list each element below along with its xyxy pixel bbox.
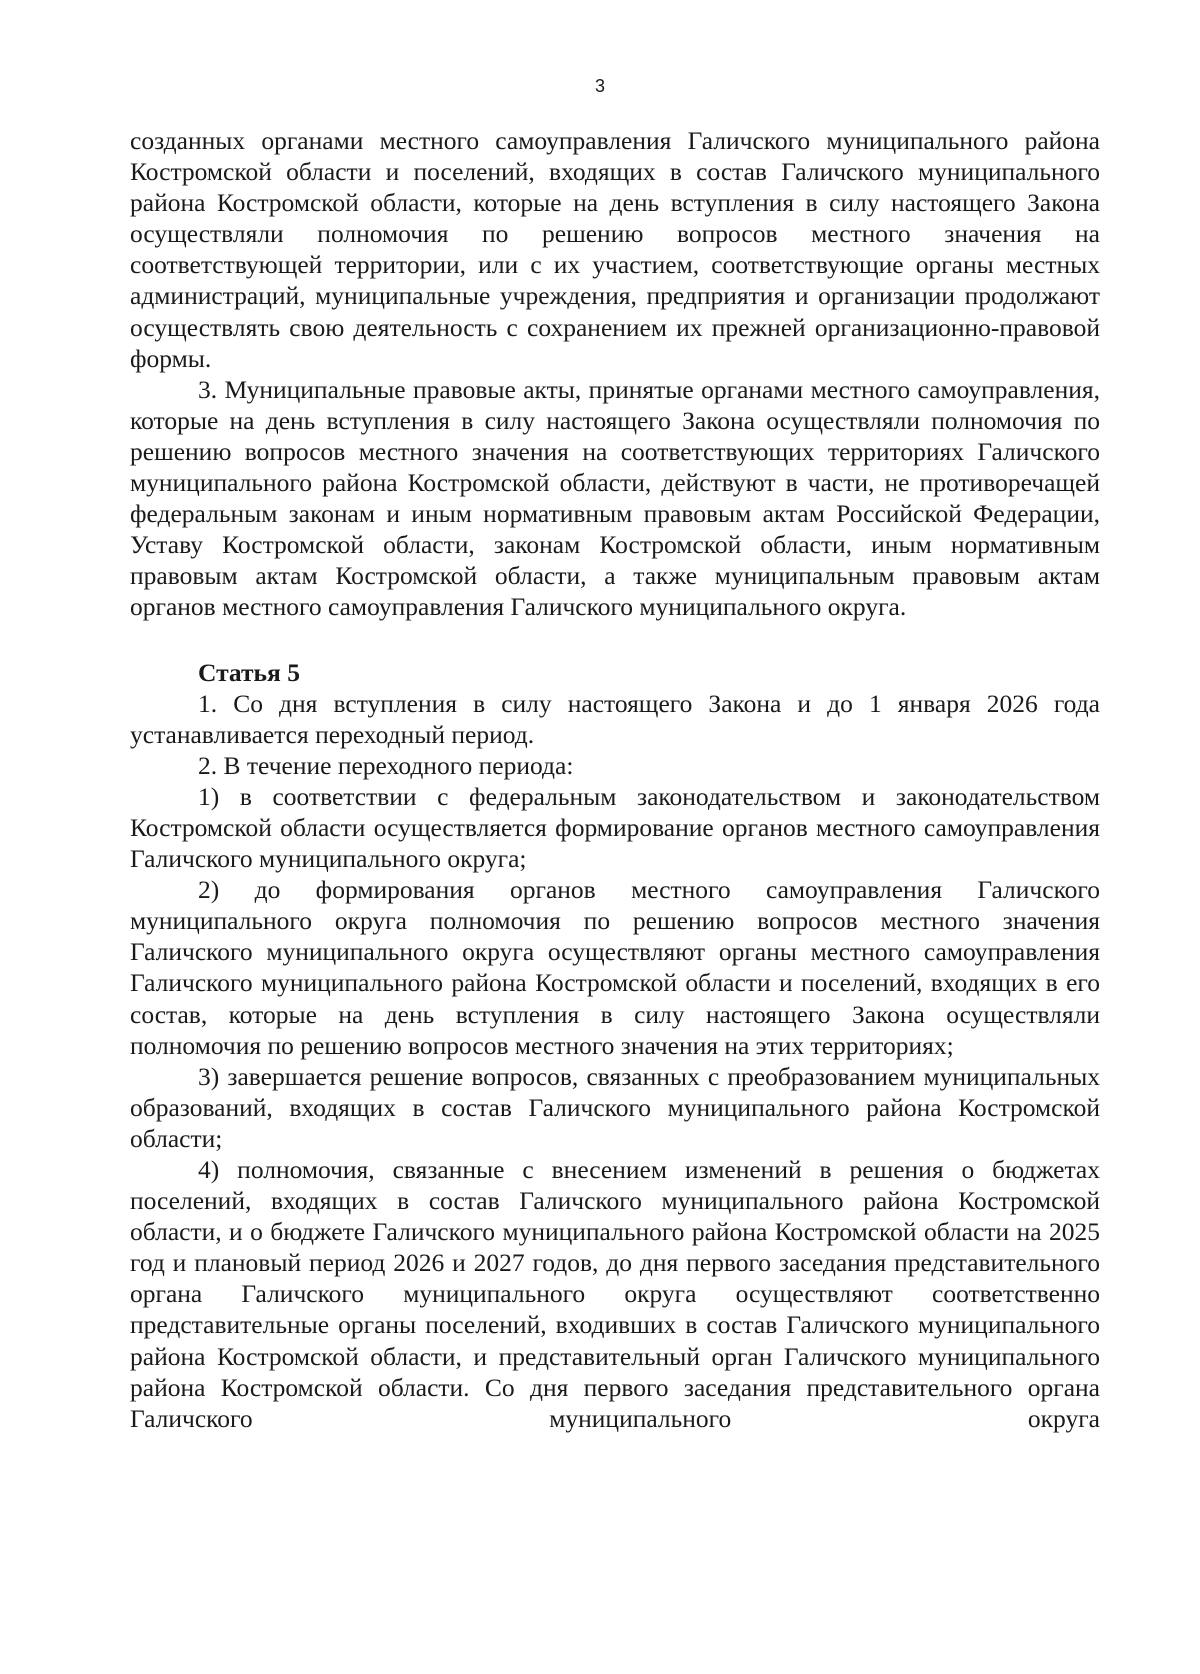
article5-item1: 1. Со дня вступления в силу настоящего Закона и до 1 января 2026 года устанавливается переходный период. [130, 688, 1100, 749]
article5-subitem2: 2) до формирования органов местного самоуправления Галичского муниципального округа полномочия по решению вопросов местного значения Галичского муниципального округа осуществляют органы местного самоуправления Галичского муниципального района Костромской области и поселений, входящих в его состав, которые на день вступления в силу настоящего Закона осуществляли полномочия по решению вопросов местного значения на этих территориях; [130, 875, 1100, 1060]
document-body [130, 125, 1100, 1434]
article4-item3: 3. Муниципальные правовые акты, принятые органами местного самоуправления, которые на день вступления в силу настоящего Закона осуществляли полномочия по решению вопросов местного значения на соответствующих территориях Галичского муниципального района Костромской области, действуют в части, не противоречащей федеральным законам и иным нормативным правовым актам Российской Федерации, Уставу Костромской области, законам Костромской области, иным нормативным правовым актам Костромской области, а также муниципальным правовым актам органов местного самоуправления Галичского муниципального округа. [130, 374, 1100, 622]
article5-subitem1: 1) в соответствии с федеральным законодательством и законодательством Костромской области осуществляется формирование органов местного самоуправления Галичского муниципального округа; [130, 781, 1100, 874]
article5-item2-intro: 2. В течение переходного периода: [198, 750, 574, 780]
article5-subitem3: 3) завершается решение вопросов, связанных с преобразованием муниципальных образований, входящих в состав Галичского муниципального района Костромской области; [130, 1061, 1100, 1153]
article5-heading: Статья 5 [198, 657, 300, 687]
article5-subitem4: 4) полномочия, связанные с внесением изменений в решения о бюджетах поселений, входящих в состав Галичского муниципального района Костромской области, и о бюджете Галичского муниципального района Костромской области на 2025 год и плановый период 2026 и 2027 годов, до дня первого заседания представительного органа Галичского муниципального округа осуществляют соответственно представительные органы поселений, входивших в состав Галичского муниципального района Костромской области, и представительный орган Галичского муниципального района Костромской области. Со дня первого заседания представительного органа Галичского муниципального округа [130, 1155, 1100, 1433]
paragraph-continuation: созданных органами местного самоуправления Галичского муниципального района Костромской области и поселений, входящих в состав Галичского муниципального района Костромской области, которые на день вступления в силу настоящего Закона осуществляли полномочия по решению вопросов местного значения на соответствующей территории, или с их участием, соответствующие органы местных администраций, муниципальные учреждения, предприятия и организации продолжают осуществлять свою деятельность с сохранением их прежней организационно-правовой формы. [130, 126, 1100, 373]
page-number: 3 [594, 76, 605, 96]
